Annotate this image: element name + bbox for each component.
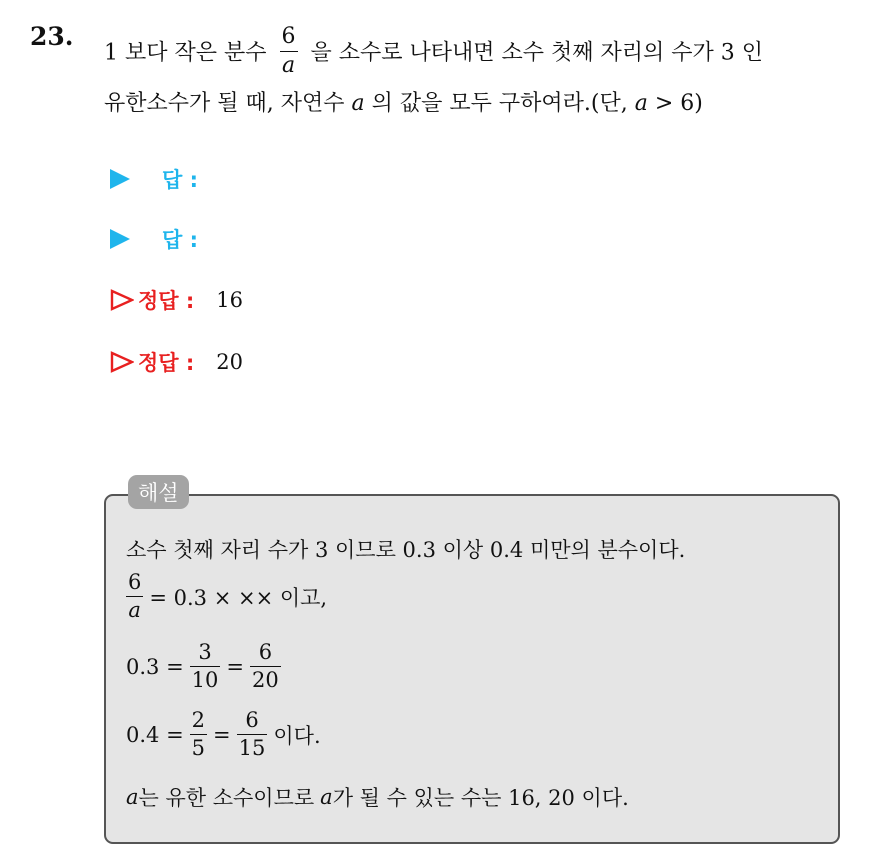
outline-triangle-icon xyxy=(110,289,134,311)
answer-row-2 xyxy=(110,224,198,254)
solution-line-3 xyxy=(126,642,287,691)
question-text: 1 보다 작은 분수 xyxy=(104,40,267,66)
solution-text: 가 될 수 있는 수는 16, 20 이다. xyxy=(332,786,629,810)
play-triangle-icon xyxy=(110,169,130,189)
fraction-numerator: 2 xyxy=(191,708,206,732)
solution-text: 는 유한 소수이므로 xyxy=(138,786,315,810)
question-fraction xyxy=(280,26,298,77)
solution-fraction xyxy=(250,642,281,691)
fraction-denominator: 5 xyxy=(191,736,206,761)
fraction-numerator: 6 xyxy=(128,570,142,594)
solution-fraction xyxy=(126,572,143,621)
variable-a: a xyxy=(351,91,365,116)
fraction-numerator: 3 xyxy=(198,640,212,664)
question-line-1 xyxy=(104,24,763,79)
play-triangle-icon xyxy=(110,229,130,249)
variable-a: a xyxy=(320,785,333,809)
solution-text: = 0.3 × ×× 이고, xyxy=(149,585,328,610)
solution-text: 소수 첫째 자리 수가 3 이므로 0.3 이상 0.4 미만의 분수이다. xyxy=(126,538,686,562)
correct-answer-row-1 xyxy=(110,285,243,315)
solution-text: 0.4 = xyxy=(126,722,184,747)
fraction-denominator: 10 xyxy=(191,668,219,693)
outline-triangle-icon xyxy=(110,351,134,373)
equals-sign: = xyxy=(213,722,231,747)
equals-sign: = xyxy=(226,654,245,679)
solution-fraction xyxy=(190,710,207,759)
solution-text: 0.3 = xyxy=(126,654,184,679)
question-text: > 6) xyxy=(654,91,703,116)
variable-a: a xyxy=(126,785,139,809)
solution-line-4 xyxy=(126,710,321,759)
solution-line-2 xyxy=(126,572,327,621)
solution-line-5 xyxy=(126,782,629,812)
correct-answer-label: 정답 : xyxy=(138,289,195,313)
fraction-denominator: 15 xyxy=(238,736,266,761)
variable-a: a xyxy=(634,91,648,116)
question-line-2 xyxy=(104,86,703,117)
answer-label: 답 : xyxy=(162,168,198,192)
correct-answer-value: 20 xyxy=(216,350,244,374)
fraction-denominator: 20 xyxy=(252,668,279,693)
question-text: 유한소수가 될 때, 자연수 xyxy=(104,91,345,116)
question-text: 의 값을 모두 구하여라.(단, xyxy=(371,91,628,116)
correct-answer-row-2 xyxy=(110,347,243,377)
correct-answer-label: 정답 : xyxy=(138,351,195,375)
solution-fraction xyxy=(237,710,268,759)
fraction-denominator: a xyxy=(128,598,141,623)
question-text: 을 소수로 나타내면 소수 첫째 자리의 수가 3 인 xyxy=(310,40,763,66)
fraction-numerator: 6 xyxy=(258,640,273,664)
correct-answer-value: 16 xyxy=(216,288,244,312)
solution-line-1 xyxy=(126,534,685,564)
solution-text: 이다. xyxy=(273,723,321,748)
fraction-denominator: a xyxy=(281,53,296,79)
solution-tag: 해설 xyxy=(128,475,189,509)
fraction-numerator: 6 xyxy=(245,708,259,732)
question-number: 23. xyxy=(30,22,74,51)
answer-row-1 xyxy=(110,164,198,194)
solution-fraction xyxy=(190,642,221,691)
fraction-numerator: 6 xyxy=(281,24,296,49)
answer-label: 답 : xyxy=(162,228,198,252)
